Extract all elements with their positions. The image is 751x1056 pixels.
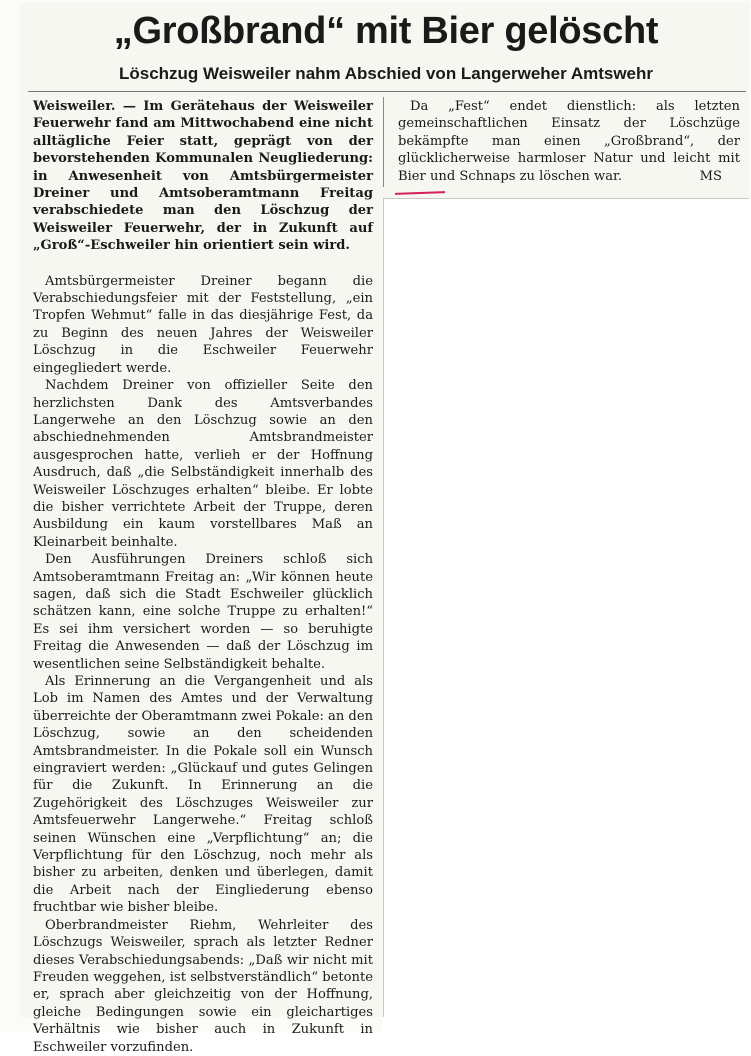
article-paragraph: Oberbrandmeister Riehm, Wehrleiter des Löschzugs Weisweiler, sprach als letzter Redner dieses Verabschiedungsabends: „Daß wir nicht mit Freuden weggehen, ist selbstverständlich“ betonte er, sprach aber gleichzeitig von der Hoffnung, gleiche Bedingungen sowie ein gleichartiges Verhältnis wie bisher auch in Zukunft in Eschweiler vorzufinden. xyxy=(33,917,373,1055)
article-lead: Weisweiler. — Im Gerätehaus der Weisweiler Feuerwehr fand am Mittwochabend eine nicht alltägliche Feier statt, geprägt von der bevorstehenden Kommunalen Neugliederung: in Anwesenheit von Amtsbürgermeister Dreiner und Amtsoberamtmann Freitag verabschiedete man den Löschzug der Weisweiler Feuerwehr, der in Zukunft auf „Groß“-Eschweiler hin orientiert sein wird. xyxy=(33,99,373,254)
clipping-edge xyxy=(383,199,384,1017)
article-headline: „Großbrand“ mit Bier gelöscht xyxy=(113,10,659,52)
column-divider xyxy=(383,97,384,187)
article-paragraph: Als Erinnerung an die Vergangenheit und als Lob im Namen des Amtes und der Verwaltung überreichte der Oberamtmann zwei Pokale: an den Löschzug, sowie an den scheidenden Amtsbrandmeister. In die Pokale soll ein Wunsch eingraviert werden: „Glückauf und gutes Gelingen für die Zukunft. In Erinnerung an die Zugehörigkeit des Löschzuges Weisweiler zur Amtsfeuerwehr Langerwehe.“ Freitag schloß seinen Wünschen eine „Verpflichtung“ an; die Verpflichtung für den Löschzug, noch mehr als bisher zu arbeiten, denken und überlegen, damit die Arbeit nach der Eingliederung ebenso fruchtbar wie bisher bleibe. xyxy=(33,674,373,916)
author-signature: MS xyxy=(699,168,722,184)
article-paragraph: Nachdem Dreiner von offizieller Seite den herzlichsten Dank des Amtsverbandes Langerwehe an den Löschzug sowie an den abschiednehmenden Amtsbrandmeister ausgesprochen hatte, verlieh er der Hoffnung Ausdruch, daß „die Selbständigkeit innerhalb des Weisweiler Löschzuges erhalten“ bleibe. Er lobte die bisher verrichtete Arbeit der Truppe, deren Ausbildung ein kaum vorstellbares Maß an Kleinarbeit beinhalte. xyxy=(33,378,373,550)
article-closing-paragraph: Da „Fest“ endet dienstlich: als letzten gemeinschaftlichen Einsatz der Löschzüge bekämpfte man einen „Großbrand“, der glücklicherweise harmloser Natur und leicht mit Bier und Schnaps zu löschen war. xyxy=(398,99,740,184)
clipping-edge-top xyxy=(383,198,749,199)
article-paragraph: Den Ausführungen Dreiners schloß sich Amtsoberamtmann Freitag an: „Wir können heute sagen, daß sich die Stadt Eschweiler glücklich schätzen kann, eine solche Truppe zu erhalten!“ Es sei ihm versichert worden — so beruhigte Freitag die Anwesenden — daß der Löschzug im wesentlichen seine Selbständigkeit behalte. xyxy=(33,552,373,672)
article-subheadline: Löschzug Weisweiler nahm Abschied von Langerweher Amtswehr xyxy=(118,64,654,83)
headline-rule xyxy=(28,91,746,92)
article-paragraph: Amtsbürgermeister Dreiner begann die Verabschiedungsfeier mit der Feststellung, „ein Tropfen Wehmut“ falle in das diesjährige Fest, da zu Beginn des neuen Jahres der Weisweiler Löschzug in die Eschweiler Feuerwehr eingegliedert werde. xyxy=(33,273,373,376)
article-column-left xyxy=(33,98,373,1056)
blank-area xyxy=(383,199,751,1032)
article-column-right xyxy=(398,98,740,185)
